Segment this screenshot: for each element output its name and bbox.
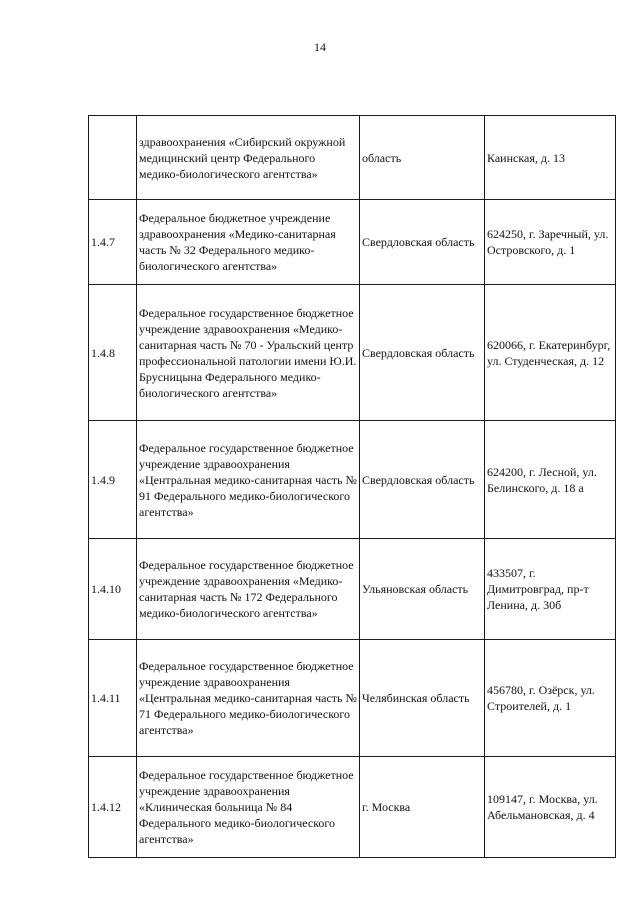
region-cell: Свердловская область (360, 421, 485, 539)
row-number (89, 116, 137, 200)
address-cell: 624250, г. Заречный, ул. Островского, д. 1 (485, 200, 616, 285)
institutions-table (88, 115, 616, 858)
table-row (89, 200, 616, 285)
table-row (89, 116, 616, 200)
region-cell: Свердловская область (360, 200, 485, 285)
address-cell: 456780, г. Озёрск, ул. Строителей, д. 1 (485, 640, 616, 757)
page-number: 14 (314, 40, 326, 54)
address-cell: 109147, г. Москва, ул. Абельмановская, д. 4 (485, 757, 616, 858)
address-cell: Каинская, д. 13 (485, 116, 616, 200)
address-cell: 433507, г. Димитровград, пр-т Ленина, д. 30б (485, 539, 616, 640)
table-row (89, 421, 616, 539)
row-number: 1.4.7 (89, 200, 137, 285)
region-cell: г. Москва (360, 757, 485, 858)
region-cell: Ульяновская область (360, 539, 485, 640)
table-row (89, 757, 616, 858)
institution-name: здравоохранения «Сибирский окружной медицинский центр Федерального медико-биологического агентства» (137, 116, 360, 200)
row-number: 1.4.10 (89, 539, 137, 640)
address-cell: 620066, г. Екатеринбург, ул. Студенческая, д. 12 (485, 285, 616, 421)
table-row (89, 285, 616, 421)
region-cell: Челябинская область (360, 640, 485, 757)
row-number: 1.4.12 (89, 757, 137, 858)
institution-name: Федеральное государственное бюджетное учреждение здравоохранения «Центральная медико-санитарная часть № 91 Федерального медико-биологического агентства» (137, 421, 360, 539)
institution-name: Федеральное бюджетное учреждение здравоохранения «Медико-санитарная часть № 32 Федерального медико-биологического агентства» (137, 200, 360, 285)
institution-name: Федеральное государственное бюджетное учреждение здравоохранения «Медико-санитарная часть № 172 Федерального медико-биологического агентства» (137, 539, 360, 640)
row-number: 1.4.8 (89, 285, 137, 421)
table-row (89, 640, 616, 757)
institution-name: Федеральное государственное бюджетное учреждение здравоохранения «Центральная медико-санитарная часть № 71 Федерального медико-биологического агентства» (137, 640, 360, 757)
row-number: 1.4.11 (89, 640, 137, 757)
region-cell: область (360, 116, 485, 200)
table-row (89, 539, 616, 640)
institution-name: Федеральное государственное бюджетное учреждение здравоохранения «Клиническая больница № 84 Федерального медико-биологического агентства» (137, 757, 360, 858)
row-number: 1.4.9 (89, 421, 137, 539)
institution-name: Федеральное государственное бюджетное учреждение здравоохранения «Медико-санитарная часть № 70 - Уральский центр профессиональной патологии имени Ю.И. Брусницына Федерального медико-биологического агентства» (137, 285, 360, 421)
address-cell: 624200, г. Лесной, ул. Белинского, д. 18 а (485, 421, 616, 539)
region-cell: Свердловская область (360, 285, 485, 421)
